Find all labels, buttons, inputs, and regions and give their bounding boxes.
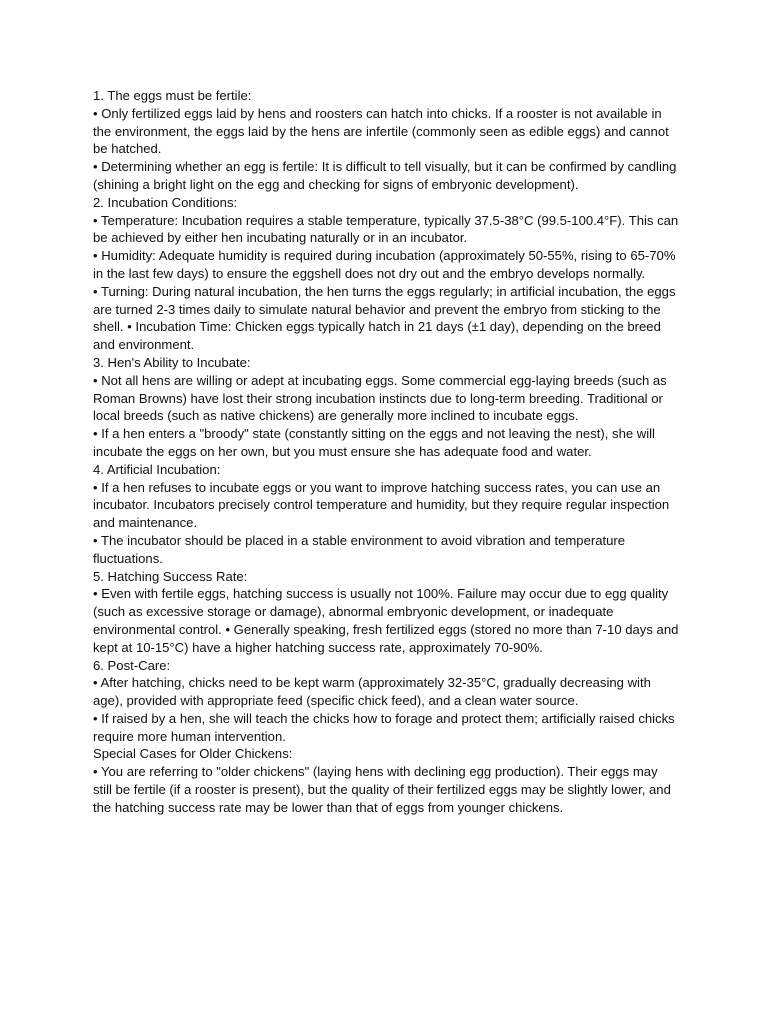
section-heading-post-care: 6. Post-Care:	[93, 657, 171, 673]
section-heading-hatching-success: 5. Hatching Success Rate:	[93, 568, 248, 584]
bullet-temperature: • Temperature: Incubation requires a stable temperature, typically 37.5-38°C (99.5-100.4°F). This can be achieved by either hen incubating naturally or in an incubator.	[93, 212, 679, 246]
bullet-humidity: • Humidity: Adequate humidity is required during incubation (approximately 50-55%, rising to 65-70% in the last few days) to ensure the eggshell does not dry out and the embryo develops normally.	[93, 248, 676, 281]
section-heading-artificial-incubation: 4. Artificial Incubation:	[93, 461, 221, 477]
bullet-turning: • Turning: During natural incubation, the hen turns the eggs regularly; in artificial incubation, the eggs are turned 2-3 times daily to simulate natural behavior and prevent the embryo from sticking to the shell. • Incubation Time: Chicken eggs typically hatch in 21 days (±1 day), depending on the breed and environment.	[93, 283, 676, 353]
bullet-chick-warmth: • After hatching, chicks need to be kept warm (approximately 32-35°C, gradually decreasing with age), provided with appropriate feed (specific chick feed), and a clean water source.	[93, 675, 651, 709]
bullet-broody-state: • If a hen enters a "broody" state (constantly sitting on the eggs and not leaving the nest), she will incubate the eggs on her own, but you must ensure she has adequate food and water.	[93, 426, 655, 459]
bullet-use-incubator: • If a hen refuses to incubate eggs or you want to improve hatching success rates, you can use an incubator. Incubators precisely control temperature and humidity, but they require regular inspection and maintenance.	[93, 479, 670, 531]
section-heading-fertile: 1. The eggs must be fertile:	[93, 88, 252, 103]
section-heading-incubation-conditions: 2. Incubation Conditions:	[93, 194, 238, 210]
bullet-determining-fertility: • Determining whether an egg is fertile: It is difficult to tell visually, but it can be confirmed by candling (shining a bright light on the egg and checking for signs of embryonic development).	[93, 159, 677, 192]
section-heading-hen-ability: 3. Hen's Ability to Incubate:	[93, 354, 251, 370]
bullet-incubator-placement: • The incubator should be placed in a stable environment to avoid vibration and temperature fluctuations.	[93, 532, 626, 566]
document-body	[93, 87, 679, 817]
bullet-fertilized-eggs: • Only fertilized eggs laid by hens and roosters can hatch into chicks. If a rooster is not available in the environment, the eggs laid by the hens are infertile (commonly seen as edible eggs) and cannot be hatched.	[93, 105, 669, 157]
bullet-raised-by-hen: • If raised by a hen, she will teach the chicks how to forage and protect them; artificially raised chicks require more human intervention.	[93, 710, 675, 744]
bullet-older-chickens: • You are referring to "older chickens" (laying hens with declining egg production). Their eggs may still be fertile (if a rooster is present), but the quality of their fertilized eggs may be slightly lower, and the hatching success rate may be lower than that of eggs from younger chickens.	[93, 764, 671, 815]
bullet-hatching-failure: • Even with fertile eggs, hatching success is usually not 100%. Failure may occur due to egg quality (such as excessive storage or damage), abnormal embryonic development, or inadequate environmental control. • Generally speaking, fresh fertilized eggs (stored no more than 7-10 days and kept at 10-15°C) have a higher hatching success rate, approximately 70-90%.	[93, 586, 679, 655]
section-heading-older-chickens: Special Cases for Older Chickens:	[93, 746, 293, 762]
bullet-hen-willingness: • Not all hens are willing or adept at incubating eggs. Some commercial egg-laying breeds (such as Roman Browns) have lost their strong incubation instincts due to long-term breeding. Traditional or local breeds (such as native chickens) are generally more inclined to incubate eggs.	[93, 372, 667, 424]
